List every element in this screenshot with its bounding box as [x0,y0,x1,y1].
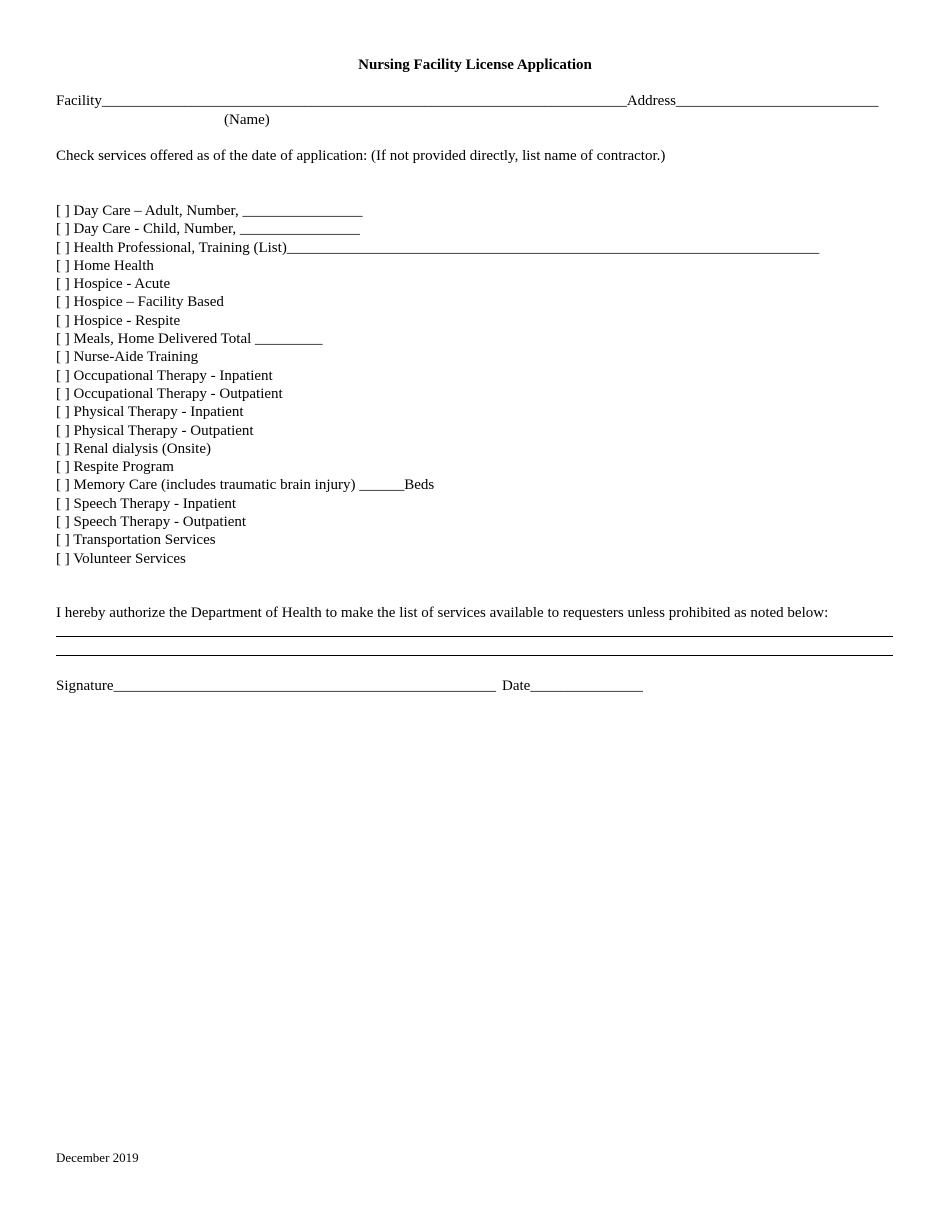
service-item-ot-outpatient[interactable]: [ ] Occupational Therapy - Outpatient [56,385,283,402]
service-item-hospice-acute[interactable]: [ ] Hospice - Acute [56,276,171,293]
facility-label: Facility [56,93,102,109]
services-checklist [56,202,819,568]
services-instructions: Check services offered as of the date of application: (If not provided directly, list name of contractor.) [56,148,666,164]
service-item-volunteer[interactable]: [ ] Volunteer Services [56,550,186,567]
prohibition-note-line-2[interactable] [56,655,893,656]
footer-date: December 2019 [56,1150,139,1165]
service-item-hospice-respite[interactable]: [ ] Hospice - Respite [56,312,181,329]
service-item-nurse-aide-training[interactable]: [ ] Nurse-Aide Training [56,349,199,366]
page-title: Nursing Facility License Application [358,57,592,73]
service-item-speech-outpatient[interactable]: [ ] Speech Therapy - Outpatient [56,514,247,531]
service-item-health-professional-training[interactable]: [ ] Health Professional, Training (List)_______________________________________________________________________ [56,239,820,256]
name-caption: (Name) [224,112,270,128]
service-item-renal-dialysis[interactable]: [ ] Renal dialysis (Onsite) [56,440,211,457]
service-item-hospice-facility-based[interactable]: [ ] Hospice – Facility Based [56,294,224,311]
date-field[interactable]: _______________ [530,678,643,694]
service-item-speech-inpatient[interactable]: [ ] Speech Therapy - Inpatient [56,495,237,512]
service-item-home-health[interactable]: [ ] Home Health [56,257,154,274]
service-item-transportation[interactable]: [ ] Transportation Services [56,532,216,549]
prohibition-note-line-1[interactable] [56,636,893,637]
service-item-day-care-adult[interactable]: [ ] Day Care – Adult, Number, ________________ [56,203,363,219]
service-item-pt-outpatient[interactable]: [ ] Physical Therapy - Outpatient [56,422,254,439]
service-item-pt-inpatient[interactable]: [ ] Physical Therapy - Inpatient [56,404,244,421]
service-item-respite-program[interactable]: [ ] Respite Program [56,459,174,476]
facility-row [56,92,879,110]
date-label: Date [502,678,531,694]
facility-name-field[interactable]: ______________________________________________________________________ [101,93,627,109]
signature-field[interactable]: ___________________________________________________ [113,678,496,694]
signature-label: Signature [56,678,114,694]
service-item-memory-care[interactable]: [ ] Memory Care (includes traumatic brain injury) ______Beds [56,477,435,494]
signature-row [56,677,643,695]
service-item-ot-inpatient[interactable]: [ ] Occupational Therapy - Inpatient [56,367,273,384]
address-label: Address [626,93,676,109]
service-item-day-care-child[interactable]: [ ] Day Care - Child, Number, ________________ [56,221,360,238]
service-item-meals-home-delivered[interactable]: [ ] Meals, Home Delivered Total _________ [56,331,323,348]
address-field[interactable]: ___________________________ [676,93,879,109]
authorization-statement: I hereby authorize the Department of Health to make the list of services available to requesters unless prohibited as noted below: [56,605,829,621]
